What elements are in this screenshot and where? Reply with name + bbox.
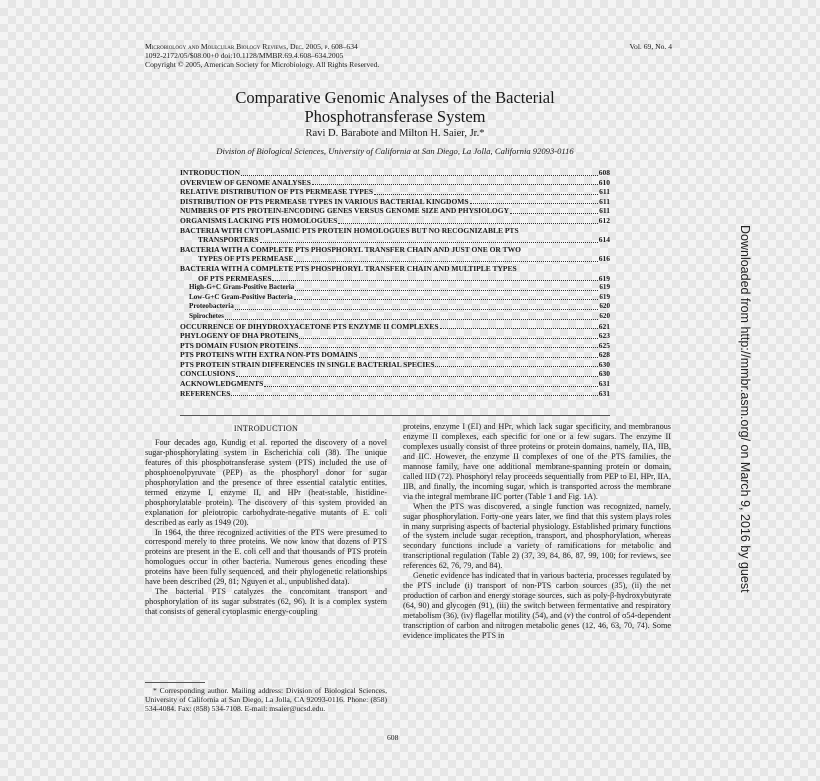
volume-label: Vol. 69, No. 4 xyxy=(629,42,672,51)
toc-entry[interactable]: OCCURRENCE OF DIHYDROXYACETONE PTS ENZYME II COMPLEXES 621 xyxy=(180,321,610,331)
toc-entry-continued[interactable]: OF PTS PERMEASES 619 xyxy=(198,273,610,283)
toc-entry[interactable]: REFERENCES 631 xyxy=(180,388,610,398)
article-authors: Ravi D. Barabote and Milton H. Saier, Jr.* xyxy=(305,128,485,139)
toc-subentry[interactable]: High-G+C Gram-Positive Bacteria 619 xyxy=(189,283,610,292)
body-paragraph: When the PTS was discovered, a single function was recognized, namely, sugar phosphorylation. Forty-one years later, we find that this system plays roles in many surprising aspects of bacterial physiology. Established primary functions of the system include sugar reception, transport, and phosphorylation, whereas secondary functions include a variety of ramifications for metabolic and transcriptional regulation (Table 2) (37, 39, 84, 86, 87, 99, 100; for reviews, see references 62, 76, 79, and 84). xyxy=(403,501,671,571)
toc-entry[interactable]: ACKNOWLEDGMENTS 631 xyxy=(180,379,610,389)
toc-entry[interactable]: CONCLUSIONS 630 xyxy=(180,369,610,379)
body-column-right xyxy=(403,422,671,641)
body-paragraph: Genetic evidence has indicated that in various bacteria, processes regulated by the PTS include (i) transport of non-PTS carbon sources (35), (ii) the net production of carbon and energy storage sources, such as poly-β-hydroxybutyrate (64, 90) and glycogen (91), (iii) the switch between fermentative and respiratory metabolism (36), (iv) flagellar motility (54), and (v) the control of σ54-dependent transcription of carbon and nitrogen metabolic genes (12, 46, 63, 70, 74). Some evidence implicates the PTS in xyxy=(403,571,671,641)
toc-subentry[interactable]: Spirochetes 620 xyxy=(189,311,610,320)
toc-entry[interactable]: PHYLOGENY OF DHA PROTEINS 623 xyxy=(180,331,610,341)
download-watermark: Downloaded from http://mmbr.asm.org/ on March 9, 2016 by guest xyxy=(738,225,752,593)
toc-entry-continued[interactable]: TYPES OF PTS PERMEASE 616 xyxy=(198,254,610,264)
body-paragraph: proteins, enzyme I (EI) and HPr, which lack sugar specificity, and membranous enzyme II complexes, each specific for one or a few sugars. The enzyme II complexes usually consist of three proteins or protein domains, namely, IIA, IIB, and IIC. However, the enzyme II complexes of one of the PTS families, the mannose family, have one additional membrane-spanning protein or domain, called IID (72). Phosphoryl relay proceeds sequentially from PEP to EI, HPr, IIA, IIB, and finally, the incoming sugar, which is transported across the membrane via the integral membrane IIC porter (Table 1 and Fig. 1A). xyxy=(403,422,671,501)
title-line-1: Comparative Genomic Analyses of the Bacterial xyxy=(235,88,555,107)
section-heading-introduction: INTRODUCTION xyxy=(233,424,299,433)
toc-entry[interactable]: OVERVIEW OF GENOME ANALYSES 610 xyxy=(180,177,610,187)
body-paragraph: Four decades ago, Kundig et al. reported the discovery of a novel sugar-phosphorylating system in Escherichia coli (38). The unique features of this phosphotransferase system (PTS) included the use of phosphoenolpyruvate (PEP) as the phosphoryl donor for sugar phosphorylation and the presence of three essential catalytic entities, termed enzyme I, enzyme II, and HPr (heat-stable, histidine-phosphorylatable protein). The discovery of this system provided an explanation for pleiotropic carbohydrate-negative mutants of E. coli described as early as 1949 (20). xyxy=(145,437,387,527)
page-number: 608 xyxy=(387,733,399,742)
toc-entry[interactable]: BACTERIA WITH A COMPLETE PTS PHOSPHORYL TRANSFER CHAIN AND MULTIPLE TYPES xyxy=(180,263,517,273)
issn-doi-line: 1092-2172/05/$08.00+0 doi:10.1128/MMBR.69.4.608–634.2005 xyxy=(145,51,344,60)
body-paragraph: The bacterial PTS catalyzes the concomitant transport and phosphorylation of its sugar substrates (62, 96). It is a complex system that consists of general cytoplasmic energy-coupling xyxy=(145,587,387,617)
toc-entry[interactable]: PTS PROTEINS WITH EXTRA NON-PTS DOMAINS 628 xyxy=(180,350,610,360)
toc-entry-continued[interactable]: TRANSPORTERS 614 xyxy=(198,235,610,245)
toc-entry[interactable]: BACTERIA WITH CYTOPLASMIC PTS PROTEIN HOMOLOGUES BUT NO RECOGNIZABLE PTS xyxy=(180,225,519,235)
toc-entry[interactable]: RELATIVE DISTRIBUTION OF PTS PERMEASE TYPES 611 xyxy=(180,187,610,197)
toc-entry[interactable]: INTRODUCTION 608 xyxy=(180,168,610,177)
toc-entry[interactable]: ORGANISMS LACKING PTS HOMOLOGUES 612 xyxy=(180,215,610,225)
toc-entry[interactable]: BACTERIA WITH A COMPLETE PTS PHOSPHORYL TRANSFER CHAIN AND JUST ONE OR TWO xyxy=(180,244,521,254)
toc-subentry[interactable]: Proteobacteria 620 xyxy=(189,302,610,311)
toc-divider xyxy=(180,415,610,416)
corresponding-author-footnote: * Corresponding author. Mailing address: Division of Biological Sciences, University of California at San Diego, La Jolla, CA 92093-0116. Phone: (858) 534-4084. Fax: (858) 534-7108. E-mail: msaier@ucsd.edu. xyxy=(145,686,387,713)
author-affiliation: Division of Biological Sciences, University of California at San Diego, La Jolla, California 92093-0116 xyxy=(216,146,574,156)
toc-subentry[interactable]: Low-G+C Gram-Positive Bacteria 619 xyxy=(189,292,610,301)
toc-entry[interactable]: PTS DOMAIN FUSION PROTEINS 625 xyxy=(180,340,610,350)
footnote-divider xyxy=(145,682,205,683)
journal-citation: Microbiology and Molecular Biology Reviews, Dec. 2005, p. 608–634 xyxy=(145,42,358,51)
body-column-left xyxy=(145,424,387,617)
toc-entry[interactable]: DISTRIBUTION OF PTS PERMEASE TYPES IN VARIOUS BACTERIAL KINGDOMS 611 xyxy=(180,196,610,206)
title-line-2: Phosphotransferase System xyxy=(304,107,486,126)
copyright-line: Copyright © 2005, American Society for Microbiology. All Rights Reserved. xyxy=(145,60,380,69)
body-paragraph: In 1964, the three recognized activities of the PTS were presumed to correspond merely to three proteins. We now know that dozens of PTS proteins are present in the E. coli cell and that thousands of PTS protein homologues occur in other bacteria. Numerous genes encoding these proteins have been fully sequenced, and their phylogenetic relationships have been described (29, 81; Nguyen et al., unpublished data). xyxy=(145,527,387,587)
article-title xyxy=(150,88,640,126)
table-of-contents xyxy=(180,168,610,398)
toc-entry[interactable]: NUMBERS OF PTS PROTEIN-ENCODING GENES VERSUS GENOME SIZE AND PHYSIOLOGY 611 xyxy=(180,206,610,216)
journal-header xyxy=(145,42,379,69)
toc-entry[interactable]: PTS PROTEIN STRAIN DIFFERENCES IN SINGLE BACTERIAL SPECIES 630 xyxy=(180,359,610,369)
